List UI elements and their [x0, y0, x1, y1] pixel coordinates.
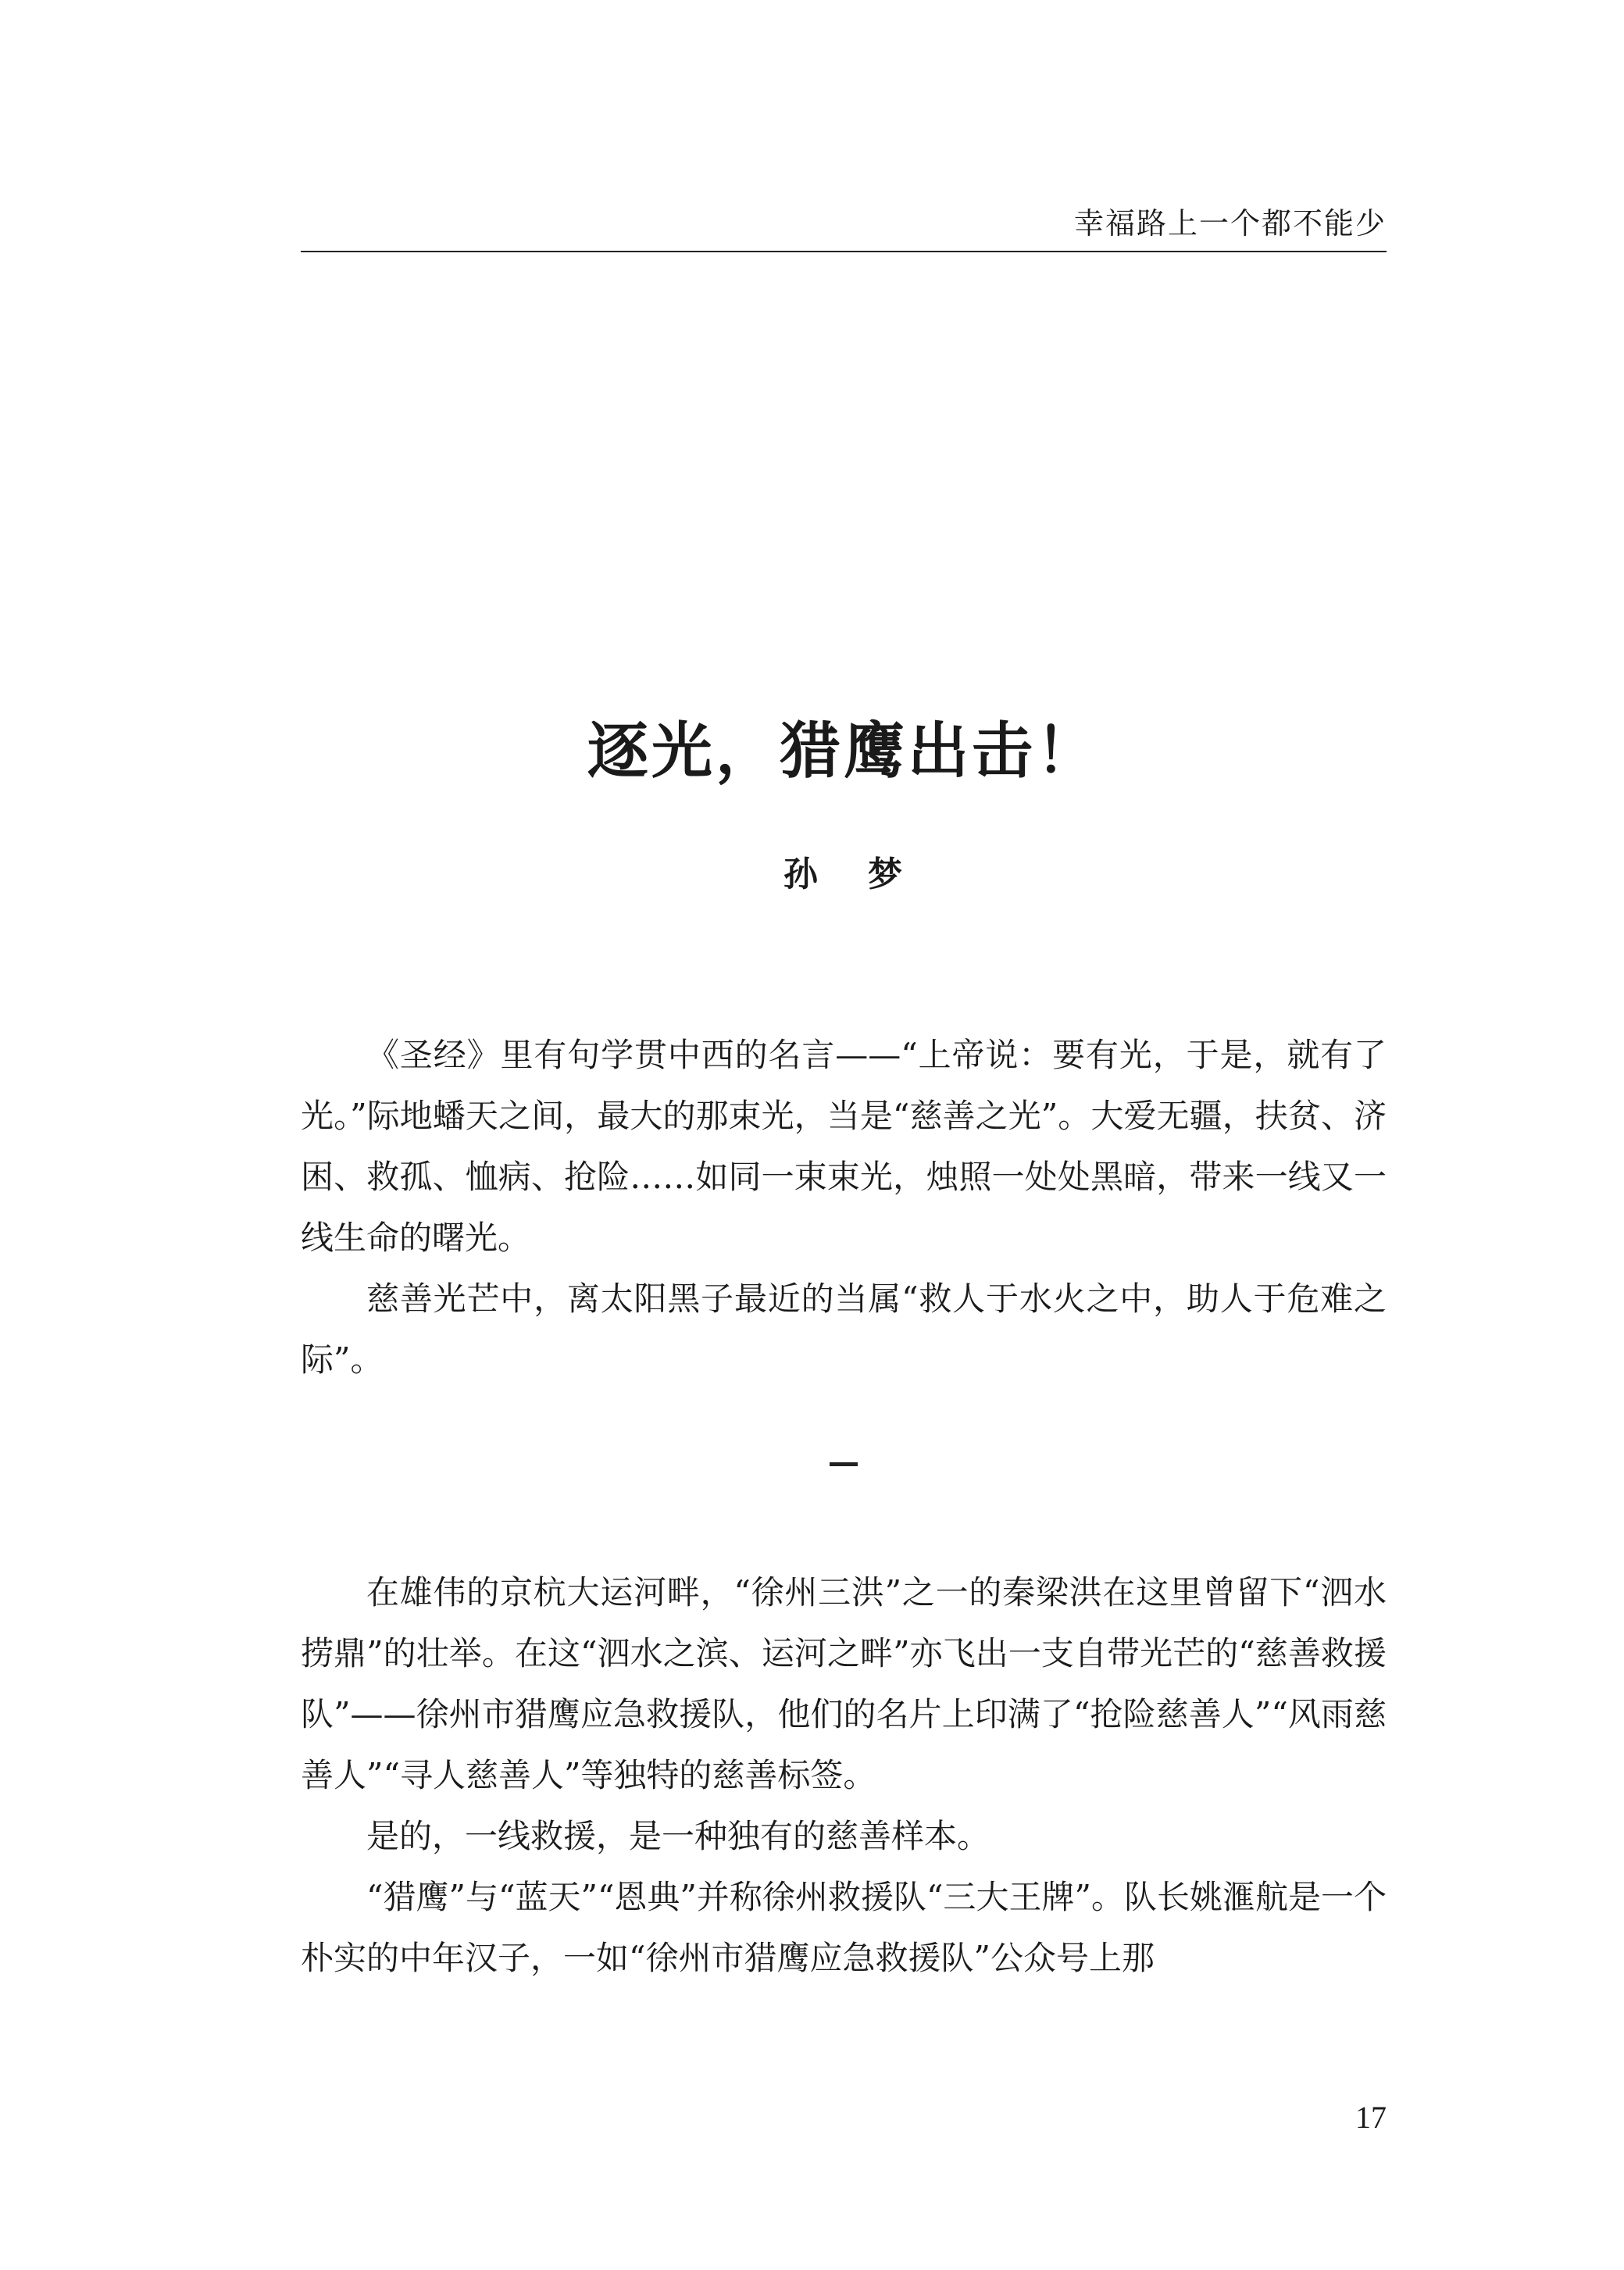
intro-section	[301, 1025, 1387, 1390]
body-paragraph: 慈善光芒中，离太阳黑子最近的当属“救人于水火之中，助人于危难之际”。	[301, 1280, 1387, 1379]
body-paragraph: 在雄伟的京杭大运河畔，“徐州三洪”之一的秦梁洪在这里曾留下“泗水捞鼎”的壮举。在这“泗水之滨、运河之畔”亦飞出一支自带光芒的“慈善救援队”——徐州市猎鹰应急救援队，他们的名片上印满了“抢险慈善人”“风雨慈善人”“寻人慈善人”等独特的慈善标签。	[301, 1573, 1387, 1794]
main-section	[301, 1562, 1387, 1989]
body-paragraph: 是的，一线救援，是一种独有的慈善样本。	[366, 1817, 990, 1855]
article-title: 逐光，猎鹰出击！	[587, 716, 1100, 787]
body-paragraph: “猎鹰”与“蓝天”“恩典”并称徐州救援队“三大王牌”。队长姚滙航是一个朴实的中年汉子，一如“徐州市猎鹰应急救援队”公众号上那	[301, 1878, 1387, 1977]
header-rule	[301, 251, 1387, 252]
page-number: 17	[1355, 2100, 1387, 2135]
article-author	[301, 851, 1387, 898]
body-paragraph: 《圣经》里有句学贯中西的名言——“上帝说：要有光，于是，就有了光。”际地蟠天之间，最大的那束光，当是“慈善之光”。大爱无疆，扶贫、济困、救孤、恤病、抢险……如同一束束光，烛照一处处黑暗，带来一线又一线生命的曙光。	[301, 1036, 1387, 1257]
author-name-char: 孙	[783, 855, 819, 894]
author-name-char: 梦	[868, 855, 904, 894]
section-number	[301, 1442, 1387, 1489]
running-header-title: 幸福路上一个都不能少	[1073, 206, 1387, 241]
section-number-glyph	[830, 1462, 858, 1466]
